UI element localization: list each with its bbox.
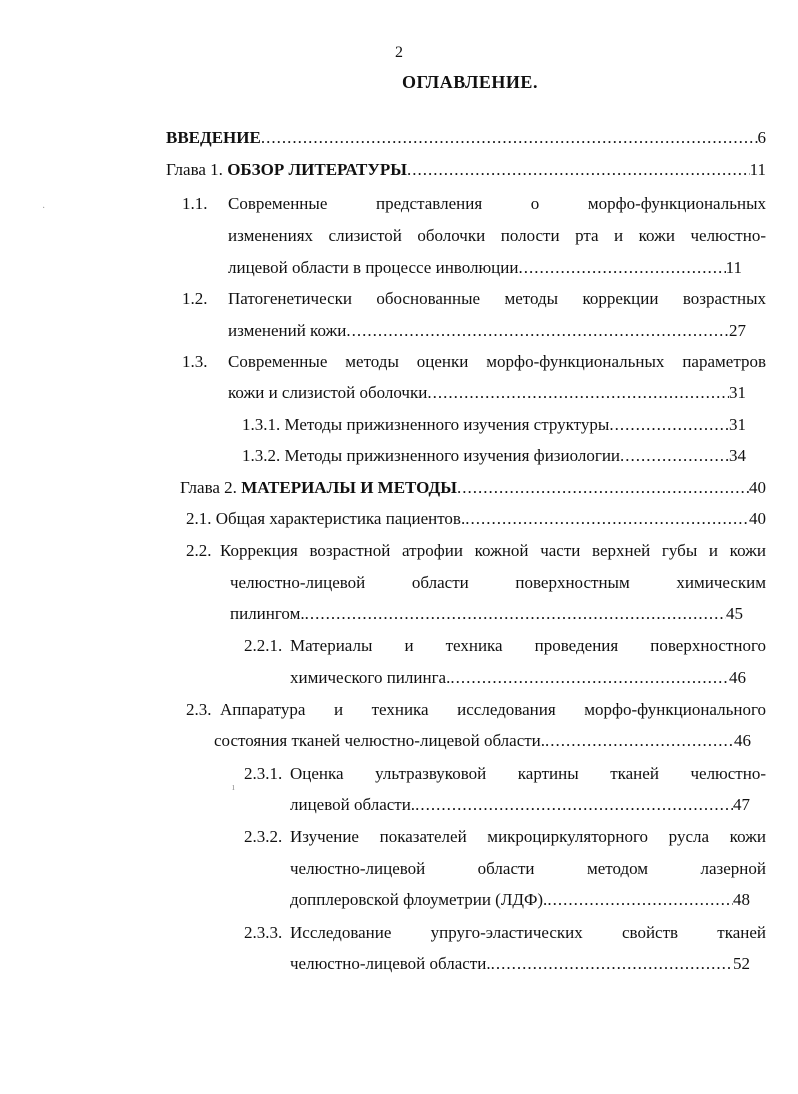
toc-1-1-line1[interactable]: Современные представления о морфо-функциональных bbox=[228, 194, 766, 213]
toc-1-3-line2-text: кожи и слизистой оболочки bbox=[228, 383, 428, 402]
toc-ch2-page: 40 bbox=[749, 478, 766, 497]
toc-2-3-3-page: 52 bbox=[733, 954, 750, 973]
toc-entry-1-3-1[interactable] bbox=[242, 413, 746, 437]
toc-ch1-title: ОБЗОР ЛИТЕРАТУРЫ bbox=[227, 160, 407, 179]
toc-2-3-3-line2[interactable] bbox=[290, 952, 750, 976]
toc-entry-chapter-2[interactable] bbox=[180, 476, 766, 500]
toc-2-3-2-line3-text: допплеровской флоуметрии (ЛДФ). bbox=[290, 890, 548, 909]
toc-1-3-1-page: 31 bbox=[729, 415, 746, 434]
toc-2-2-1-line1[interactable]: Материалы и техника проведения поверхностного bbox=[290, 636, 766, 655]
toc-1-2-line1[interactable]: Патогенетически обоснованные методы коррекции возрастных bbox=[228, 289, 766, 308]
toc-1-2-line2-text: изменений кожи bbox=[228, 321, 347, 340]
toc-1-3-2-page: 34 bbox=[729, 446, 746, 465]
scan-speck: · bbox=[42, 203, 46, 214]
toc-2-3-3-line1[interactable]: Исследование упруго-эластических свойств тканей bbox=[290, 923, 766, 942]
toc-ch2-prefix: Глава 2. bbox=[180, 478, 237, 497]
toc-1-2-page: 27 bbox=[729, 321, 746, 340]
toc-1-1-number: 1.1. bbox=[182, 194, 208, 213]
leader-dots bbox=[465, 507, 749, 531]
toc-2-2-1-line2-text: химического пилинга. bbox=[290, 668, 451, 687]
toc-2-2-page: 45 bbox=[726, 604, 743, 623]
leader-dots bbox=[491, 952, 733, 976]
toc-1-3-page: 31 bbox=[729, 383, 746, 402]
toc-2-3-number: 2.3. bbox=[186, 700, 212, 719]
toc-2-3-line1[interactable]: Аппаратура и техника исследования морфо-функционального bbox=[220, 700, 766, 719]
toc-1-1-line3[interactable] bbox=[228, 256, 742, 280]
toc-1-3-line2[interactable] bbox=[228, 381, 746, 405]
leader-dots bbox=[305, 602, 726, 626]
leader-dots bbox=[261, 126, 758, 150]
toc-2-1-page: 40 bbox=[749, 509, 766, 528]
toc-2-3-1-line1[interactable]: Оценка ультразвуковой картины тканей челюстно- bbox=[290, 764, 766, 783]
toc-2-1-title: Общая характеристика пациентов. bbox=[215, 509, 466, 528]
toc-2-3-3-line2-text: челюстно-лицевой области. bbox=[290, 954, 491, 973]
toc-2-3-2-line2[interactable]: челюстно-лицевой области методом лазерной bbox=[290, 859, 766, 878]
toc-2-3-3-number: 2.3.3. bbox=[244, 923, 283, 942]
toc-ch2-title: МАТЕРИАЛЫ И МЕТОДЫ bbox=[241, 478, 457, 497]
toc-2-3-1-line2[interactable] bbox=[290, 793, 750, 817]
toc-entry-chapter-1[interactable] bbox=[166, 158, 766, 182]
leader-dots bbox=[427, 381, 729, 405]
toc-2-2-line1[interactable]: Коррекция возрастной атрофии кожной части верхней губы и кожи bbox=[220, 541, 766, 560]
toc-2-3-2-number: 2.3.2. bbox=[244, 827, 283, 846]
toc-intro-page: 6 bbox=[757, 128, 766, 147]
toc-2-2-line3-text: пилингом. bbox=[230, 604, 305, 623]
toc-2-2-1-number: 2.2.1. bbox=[244, 636, 283, 655]
toc-2-2-number: 2.2. bbox=[186, 541, 212, 560]
toc-2-3-2-line1[interactable]: Изучение показателей микроциркуляторного русла кожи bbox=[290, 827, 766, 846]
toc-2-3-line2[interactable] bbox=[214, 729, 751, 753]
toc-2-2-line2[interactable]: челюстно-лицевой области поверхностным химическим bbox=[230, 573, 766, 592]
toc-1-2-line2[interactable] bbox=[228, 319, 746, 343]
toc-1-3-number: 1.3. bbox=[182, 352, 208, 371]
toc-2-2-line3[interactable] bbox=[230, 602, 743, 626]
leader-dots bbox=[415, 793, 733, 817]
toc-2-3-line2-text: состояния тканей челюстно-лицевой области. bbox=[214, 731, 546, 750]
toc-2-3-2-line3[interactable] bbox=[290, 888, 750, 912]
toc-2-2-1-page: 46 bbox=[729, 668, 746, 687]
toc-1-3-1-title: Методы прижизненного изучения структуры bbox=[284, 415, 610, 434]
toc-1-1-page: 11 bbox=[725, 258, 742, 277]
toc-intro-title: ВВЕДЕНИЕ bbox=[166, 128, 261, 147]
toc-1-2-number: 1.2. bbox=[182, 289, 208, 308]
scan-speck: ı bbox=[232, 782, 235, 793]
toc-1-1-line3-text: лицевой области в процессе инволюции bbox=[228, 258, 519, 277]
toc-ch1-page: 11 bbox=[749, 160, 766, 179]
leader-dots bbox=[346, 319, 729, 343]
toc-1-3-2-title: Методы прижизненного изучения физиологии bbox=[284, 446, 621, 465]
toc-ch1-prefix: Глава 1. bbox=[166, 160, 223, 179]
toc-2-3-1-line2-text: лицевой области. bbox=[290, 795, 416, 814]
leader-dots bbox=[450, 666, 729, 690]
page-title: ОГЛАВЛЕНИЕ. bbox=[402, 72, 538, 92]
toc-2-3-1-page: 47 bbox=[733, 795, 750, 814]
leader-dots bbox=[518, 256, 725, 280]
toc-2-3-page: 46 bbox=[734, 731, 751, 750]
toc-1-1-line2[interactable]: изменениях слизистой оболочки полости рта и кожи челюстно- bbox=[228, 226, 766, 245]
leader-dots bbox=[457, 476, 749, 500]
toc-2-1-number: 2.1. bbox=[186, 509, 212, 528]
toc-2-2-1-line2[interactable] bbox=[290, 666, 746, 690]
toc-1-3-1-number: 1.3.1. bbox=[242, 415, 281, 434]
toc-1-3-2-number: 1.3.2. bbox=[242, 446, 281, 465]
leader-dots bbox=[609, 413, 729, 437]
page-number: 2 bbox=[395, 44, 403, 61]
leader-dots bbox=[620, 444, 729, 468]
leader-dots bbox=[547, 888, 733, 912]
leader-dots bbox=[407, 158, 750, 182]
toc-1-3-line1[interactable]: Современные методы оценки морфо-функциональных параметров bbox=[228, 352, 766, 371]
toc-entry-intro[interactable] bbox=[166, 126, 766, 150]
toc-2-3-1-number: 2.3.1. bbox=[244, 764, 283, 783]
toc-entry-1-3-2[interactable] bbox=[242, 444, 746, 468]
toc-entry-2-1[interactable] bbox=[186, 507, 766, 531]
toc-2-3-2-page: 48 bbox=[733, 890, 750, 909]
leader-dots bbox=[545, 729, 734, 753]
